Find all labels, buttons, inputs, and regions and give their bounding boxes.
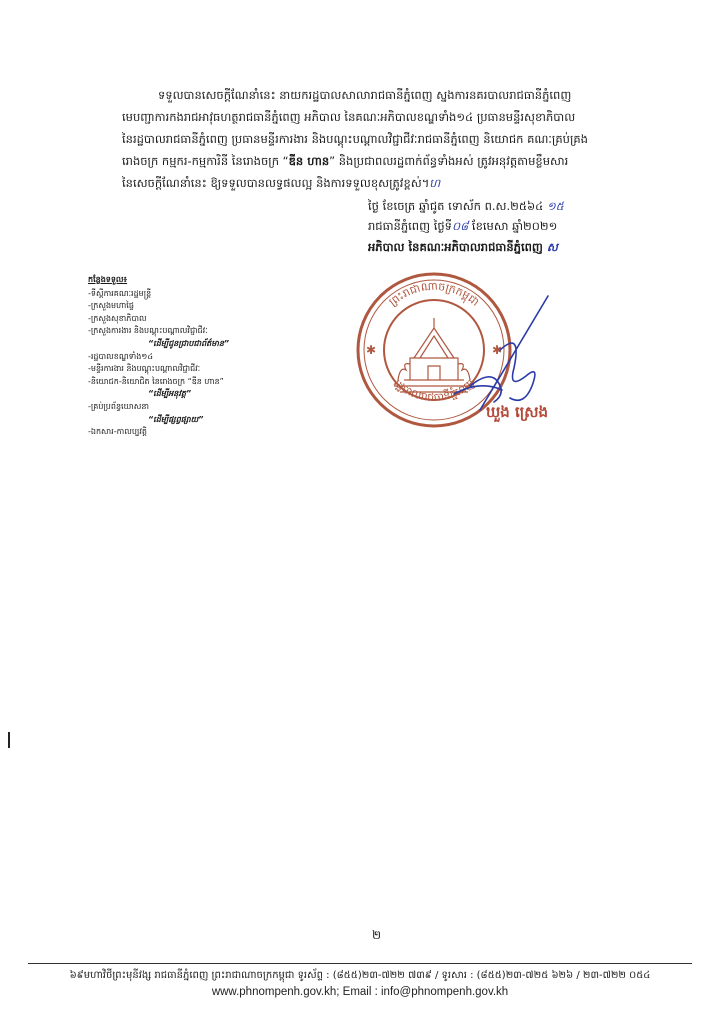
handwritten-mark: ហ xyxy=(429,176,441,190)
recipients-list xyxy=(88,274,328,439)
body-line-4 xyxy=(122,150,688,172)
signer-name: ឃួង ស្រេង xyxy=(486,403,549,421)
email-label: Email : xyxy=(342,986,381,998)
handwritten-day: ១៥ xyxy=(546,199,564,213)
recipient-item: -ក្រសួងមហាផ្ទៃ xyxy=(88,301,134,311)
footer-divider xyxy=(28,963,692,964)
recipient-item: -ក្រសួងសុខាភិបាល xyxy=(88,313,147,323)
solar-date-end: ខែមេសា ឆ្នាំ២០២១ xyxy=(468,219,558,233)
body-line-5-text: នៃសេចក្ដីណែនាំនេះ ឱ្យទទួលបានលទ្ធផលល្អ និងការទទួលខុសត្រូវខ្ពស់។ xyxy=(122,176,430,190)
recipient-item: -រដ្ឋបាលខណ្ឌទាំង១៤ xyxy=(88,351,153,361)
recipient-note: “ដើម្បីផ្សព្វផ្សាយ” xyxy=(148,414,204,424)
body-line-3: នៃរដ្ឋបាលរាជធានីភ្នំពេញ ប្រធានមន្ទីរការងារ និងបណ្ដុះបណ្ដាលវិជ្ជាជីវៈរាជធានីភ្នំពេញ និយោជក គណៈគ្រប់គ្រង xyxy=(122,132,588,146)
recipient-note: “ដើម្បីជូនជ្រាបជាព័ត៌មាន” xyxy=(148,338,230,348)
signer-title xyxy=(368,237,688,257)
body-line-5 xyxy=(122,172,688,194)
lunar-date xyxy=(368,196,688,216)
svg-text:✱: ✱ xyxy=(492,343,503,357)
contact-separator: ; xyxy=(336,986,343,998)
solar-date-start: រាជធានីភ្នំពេញ ថ្ងៃទី xyxy=(368,219,452,233)
recipients-heading: កន្លែងទទួល៖ xyxy=(88,275,128,284)
solar-date xyxy=(368,216,688,236)
date-block xyxy=(368,196,688,257)
footer-contact xyxy=(28,986,692,998)
recipient-item: -មន្ទីរការងារ និងបណ្ដុះបណ្ដាលវិជ្ជាជីវៈ xyxy=(88,364,201,374)
signature-icon xyxy=(440,290,560,420)
seal-text-bottom: រដ្ឋបាលរាជធានីភ្នំពេញ xyxy=(390,376,478,405)
recipient-item: -ឯកសារ-កាលប្បវត្តិ xyxy=(88,427,147,437)
website-link[interactable]: www.phnompenh.gov.kh xyxy=(211,986,337,998)
recipient-item: -គ្រប់ប្រព័ន្ធឃោសនា xyxy=(88,401,149,411)
factory-name: ឌីន ហាន xyxy=(288,154,330,168)
email-link[interactable]: info@phnompenh.gov.kh xyxy=(381,986,509,998)
recipient-item: -ទីស្ដីការគណៈរដ្ឋមន្ត្រី xyxy=(88,288,152,298)
letter-body xyxy=(122,84,688,194)
body-line-4-end: ” និងប្រជាពលរដ្ឋពាក់ព័ន្ធទាំងអស់ ត្រូវអនុវត្តតាមខ្លឹមសារ xyxy=(329,154,569,168)
margin-mark xyxy=(8,732,10,748)
page-number: ២ xyxy=(372,928,382,942)
recipient-item: -និយោជក-និយោជិត នៃរោងចក្រ “ឌីន ហាន” xyxy=(88,376,224,386)
lunar-date-text: ថ្ងៃ ខែចេត្រ ឆ្នាំជូត ទោស័ក ព.ស.២៥៦៤ xyxy=(368,199,544,213)
footer-address: ៦៩មហាវិថីព្រះមុនីវង្ស រាជធានីភ្នំពេញ ព្រះរាជាណាចក្រកម្ពុជា ទូរស័ព្ទ : (៨៥៥)២៣-៧២២ ៧៣៩ / ទូរសារ : (៨៥៥)២៣-៧២៥ ៦២៦ / ២៣-៧២២ ០៥៤ xyxy=(69,970,651,981)
signer-title-text: អភិបាល នៃគណៈអភិបាលរាជធានីភ្នំពេញ xyxy=(368,240,543,254)
recipient-note: “ដើម្បីអនុវត្ត” xyxy=(148,389,192,399)
body-line-2: មេបញ្ជាការកងរាជអាវុធហត្ថរាជធានីភ្នំពេញ អភិបាល នៃគណៈអភិបាលខណ្ឌទាំង១៤ ប្រធានមន្ទីរសុខាភិបាល xyxy=(122,110,576,124)
seal-text-top: ព្រះរាជាណាចក្រកម្ពុជា xyxy=(386,279,482,309)
svg-text:✱: ✱ xyxy=(366,343,377,357)
body-line-4-start: រោងចក្រ កម្មករ-កម្មការិនី នៃរោងចក្រ “ xyxy=(122,154,289,168)
recipient-item: -ក្រសួងការងារ និងបណ្ដុះបណ្ដាលវិជ្ជាជីវៈ xyxy=(88,326,208,336)
handwritten-initial: ស xyxy=(546,240,558,254)
body-line-1: ទទួលបានសេចក្ដីណែនាំនេះ នាយករដ្ឋបាលសាលារាជធានីភ្នំពេញ ស្នងការនគរបាលរាជធានីភ្នំពេញ xyxy=(158,88,572,102)
handwritten-day-number: ០៨ xyxy=(451,219,469,233)
